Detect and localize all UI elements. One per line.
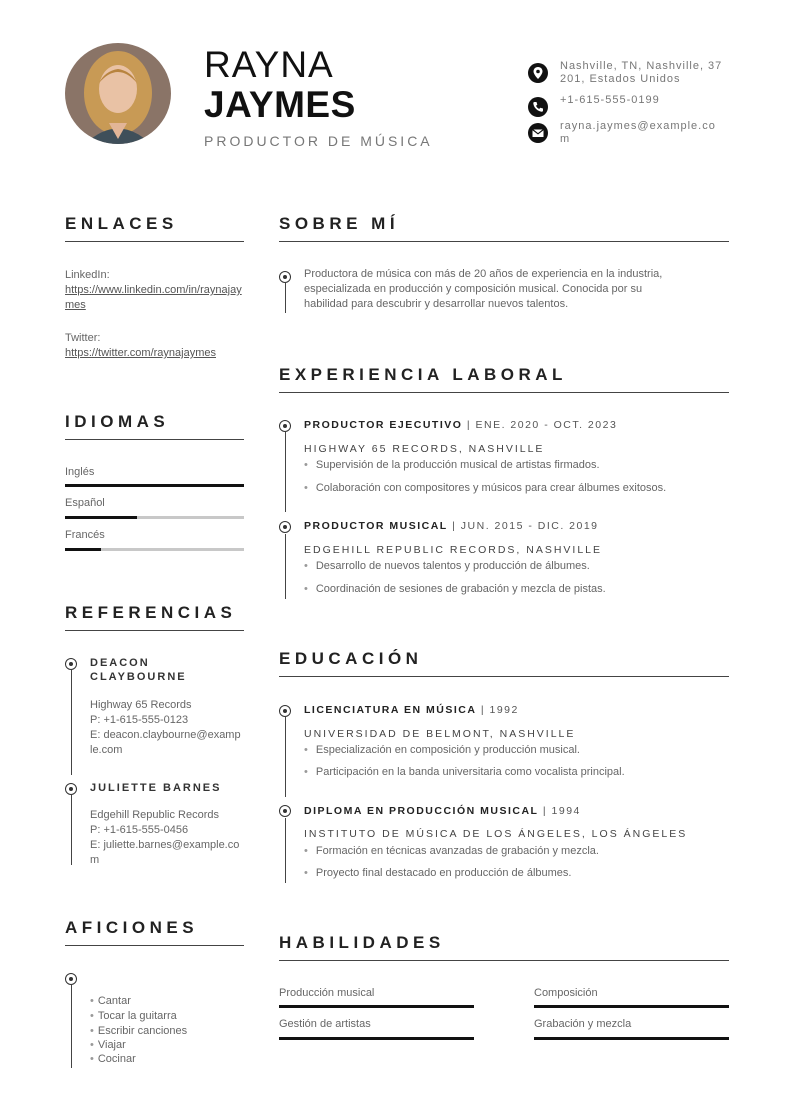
hobby-item: • Viajar xyxy=(90,1039,126,1051)
reference-phone: P: +1-615-555-0123 xyxy=(90,714,189,726)
skill-bar xyxy=(534,1005,729,1008)
timeline-dot-icon xyxy=(279,521,291,533)
job-dates: | JUN. 2015 - DIC. 2019 xyxy=(452,520,599,532)
timeline-dot-icon xyxy=(279,705,291,717)
experience-timeline xyxy=(285,534,286,599)
language-name: Francés xyxy=(65,529,105,541)
twitter-url[interactable]: https://twitter.com/raynajaymes xyxy=(65,347,216,359)
experience-title xyxy=(304,419,617,431)
skill-name: Grabación y mezcla xyxy=(534,1018,632,1030)
experience-bullet: • Coordinación de sesiones de grabación y mezcla de pistas. xyxy=(304,583,606,595)
contact-email xyxy=(528,120,728,146)
last-name: JAYMES xyxy=(204,84,356,125)
about-heading: SOBRE MÍ xyxy=(279,214,729,242)
job-dates: | ENE. 2020 - OCT. 2023 xyxy=(466,419,618,431)
profile-photo xyxy=(65,43,171,144)
reference-phone: P: +1-615-555-0456 xyxy=(90,824,189,836)
phone-icon xyxy=(528,97,548,117)
email-text: rayna.jaymes@example.com xyxy=(560,120,716,145)
reference-company: Edgehill Republic Records xyxy=(90,809,220,821)
education-org: UNIVERSIDAD DE BELMONT, NASHVILLE xyxy=(304,728,576,740)
reference-name: DEACON CLAYBOURNE xyxy=(90,657,187,683)
education-title xyxy=(304,805,581,817)
about-timeline xyxy=(285,283,286,313)
about-text xyxy=(304,267,729,312)
links-heading: ENLACES xyxy=(65,214,244,242)
skill-bar xyxy=(279,1037,474,1040)
skills-heading: HABILIDADES xyxy=(279,933,729,961)
location-pin-icon xyxy=(528,63,548,83)
degree-name: DIPLOMA EN PRODUCCIÓN MUSICAL xyxy=(304,805,539,817)
job-role: PRODUCTOR EJECUTIVO xyxy=(304,419,463,431)
hobby-item: • Cocinar xyxy=(90,1053,136,1065)
references-heading: REFERENCIAS xyxy=(65,603,244,631)
twitter-label: Twitter: xyxy=(65,332,101,344)
reference-name: JULIETTE BARNES xyxy=(90,782,222,794)
reference-email: E: juliette.barnes@example.com xyxy=(90,839,240,866)
timeline-dot-icon xyxy=(65,973,77,985)
degree-dates: | 1994 xyxy=(542,805,581,817)
language-name: Español xyxy=(65,497,105,509)
linkedin-url[interactable]: https://www.linkedin.com/in/raynajaymes xyxy=(65,284,242,311)
education-bullet: • Participación en la banda universitaria como vocalista principal. xyxy=(304,766,625,778)
experience-org: HIGHWAY 65 RECORDS, NASHVILLE xyxy=(304,443,545,455)
envelope-icon xyxy=(528,123,548,143)
address-text: Nashville, TN, Nashville, 37201, Estados Unidos xyxy=(560,60,723,85)
education-bullet: • Especialización en composición y producción musical. xyxy=(304,744,580,756)
timeline-dot-icon xyxy=(279,805,291,817)
references-timeline xyxy=(71,670,72,775)
skill-bar xyxy=(279,1005,474,1008)
reference-email: E: deacon.claybourne@example.com xyxy=(90,729,241,756)
experience-bullet: • Supervisión de la producción musical de artistas firmados. xyxy=(304,459,600,471)
reference-details xyxy=(90,698,242,758)
twitter-link-block xyxy=(65,331,244,361)
language-level-bar xyxy=(65,484,244,487)
education-timeline xyxy=(285,717,286,797)
experience-org: EDGEHILL REPUBLIC RECORDS, NASHVILLE xyxy=(304,544,603,556)
education-timeline xyxy=(285,818,286,883)
experience-bullet: • Colaboración con compositores y músicos para crear álbumes exitosos. xyxy=(304,482,666,494)
hobbies-timeline xyxy=(71,985,72,1068)
reference-details xyxy=(90,808,242,868)
experience-timeline xyxy=(285,432,286,512)
first-name: RAYNA xyxy=(204,44,334,85)
about-line: habilidad para descubrir y desarrollar nuevos talentos. xyxy=(304,298,569,310)
timeline-dot-icon xyxy=(65,783,77,795)
about-line: Productora de música con más de 20 años de experiencia en la industria, xyxy=(304,268,663,280)
language-level-bar xyxy=(65,516,244,519)
education-bullet: • Proyecto final destacado en producción de álbumes. xyxy=(304,867,571,879)
skill-bar xyxy=(534,1037,729,1040)
language-level-fill xyxy=(65,548,101,551)
timeline-dot-icon xyxy=(279,420,291,432)
skill-name: Composición xyxy=(534,987,598,999)
education-heading: EDUCACIÓN xyxy=(279,649,729,677)
skill-name: Gestión de artistas xyxy=(279,1018,371,1030)
job-title: PRODUCTOR DE MÚSICA xyxy=(204,133,433,149)
linkedin-link-block xyxy=(65,268,244,313)
hobby-item: • Tocar la guitarra xyxy=(90,1010,177,1022)
experience-heading: EXPERIENCIA LABORAL xyxy=(279,365,729,393)
degree-dates: | 1992 xyxy=(480,704,519,716)
language-level-fill xyxy=(65,516,137,519)
education-org: INSTITUTO DE MÚSICA DE LOS ÁNGELES, LOS ÁNGELES xyxy=(304,828,688,840)
linkedin-label: LinkedIn: xyxy=(65,269,110,281)
phone-text: +1-615-555-0199 xyxy=(560,94,660,106)
contact-address xyxy=(528,60,728,86)
language-level-fill xyxy=(65,484,244,487)
hobby-item: • Cantar xyxy=(90,995,131,1007)
job-role: PRODUCTOR MUSICAL xyxy=(304,520,448,532)
hobby-item: • Escribir canciones xyxy=(90,1025,187,1037)
experience-bullet: • Desarrollo de nuevos talentos y producción de álbumes. xyxy=(304,560,590,572)
hobbies-heading: AFICIONES xyxy=(65,918,244,946)
language-level-bar xyxy=(65,548,244,551)
skill-name: Producción musical xyxy=(279,987,375,999)
languages-heading: IDIOMAS xyxy=(65,412,244,440)
experience-title xyxy=(304,520,599,532)
contact-phone xyxy=(528,94,728,117)
timeline-dot-icon xyxy=(279,271,291,283)
reference-company: Highway 65 Records xyxy=(90,699,192,711)
degree-name: LICENCIATURA EN MÚSICA xyxy=(304,704,477,716)
education-title xyxy=(304,704,519,716)
language-name: Inglés xyxy=(65,466,95,478)
timeline-dot-icon xyxy=(65,658,77,670)
references-timeline xyxy=(71,795,72,865)
about-line: especializada en producción y composición musical. Conocida por su xyxy=(304,283,643,295)
education-bullet: • Formación en técnicas avanzadas de grabación y mezcla. xyxy=(304,845,599,857)
